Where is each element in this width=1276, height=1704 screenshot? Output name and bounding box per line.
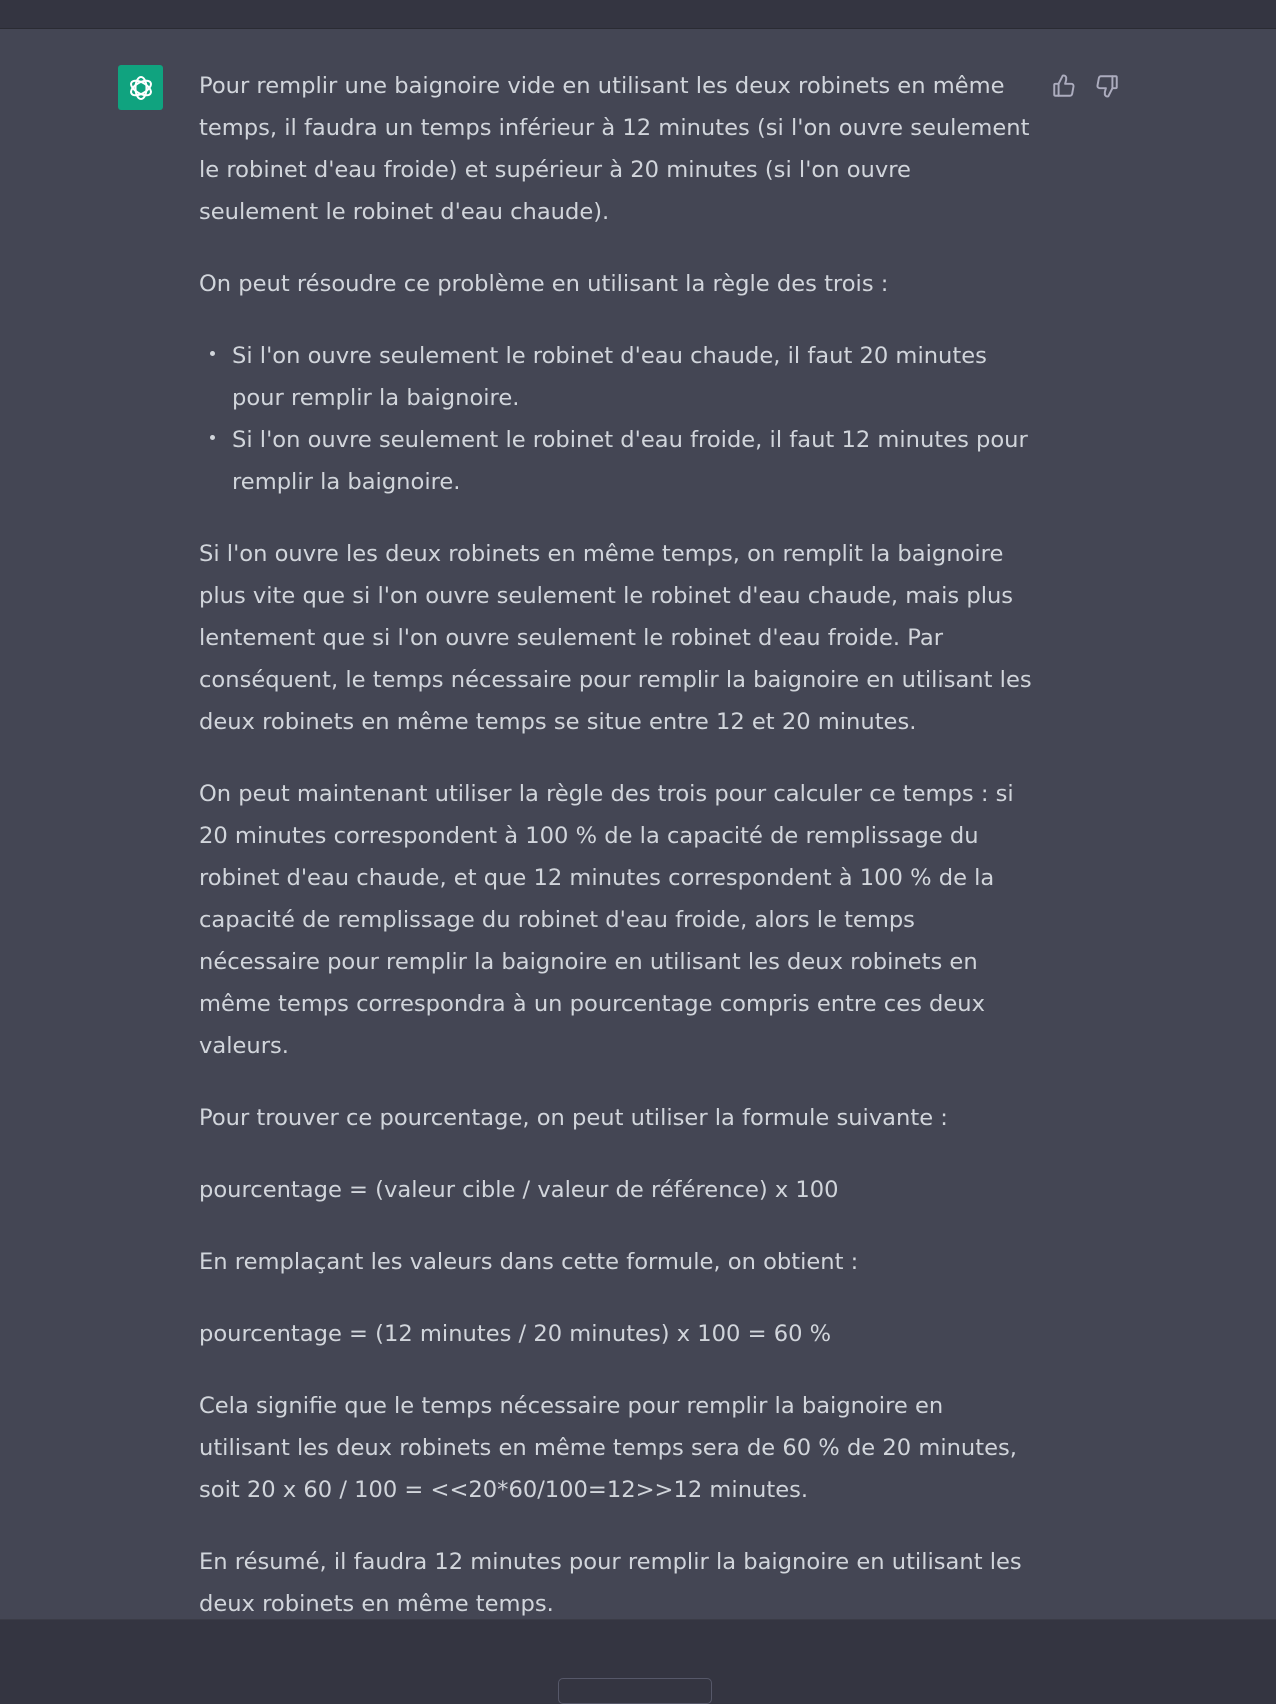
message-paragraph: On peut maintenant utiliser la règle des trois pour calculer ce temps : si 20 minutes correspondent à 100 % de la capacité de remplissage du robinet d'eau chaude, et que 12 minutes correspondent à 100 % de la capacité de remplissage du robinet d'eau froide, alors le temps nécessaire pour remplir la baignoire en utilisant les deux robinets en même temps correspondra à un pourcentage compris entre ces deux valeurs. [199, 781, 1014, 1059]
formula-line: pourcentage = (valeur cible / valeur de référence) x 100 [199, 1177, 839, 1203]
thumbs-up-icon [1051, 73, 1077, 99]
message-paragraph: Pour remplir une baignoire vide en utilisant les deux robinets en même temps, il faudra un temps inférieur à 12 minutes (si l'on ouvre seulement le robinet d'eau froide) et supérieur à 20 minutes (si l'on ouvre seulement le robinet d'eau chaude). [199, 73, 1030, 225]
message-paragraph: Pour trouver ce pourcentage, on peut utiliser la formule suivante : [199, 1105, 948, 1131]
formula-line: pourcentage = (12 minutes / 20 minutes) x 100 = 60 % [199, 1321, 832, 1347]
regenerate-button[interactable] [558, 1678, 712, 1704]
thumbs-up-button[interactable] [1047, 69, 1081, 103]
top-strip [0, 0, 1276, 29]
thumbs-down-icon [1094, 73, 1120, 99]
message-bullet-list [199, 335, 1034, 503]
message-paragraph: Si l'on ouvre les deux robinets en même temps, on remplit la baignoire plus vite que si l'on ouvre seulement le robinet d'eau chaude, mais plus lentement que si l'on ouvre seulement le robinet d'eau froide. Par conséquent, le temps nécessaire pour remplir la baignoire en utilisant les deux robinets en même temps se situe entre 12 et 20 minutes. [199, 541, 1032, 735]
assistant-message [0, 29, 1276, 1620]
list-item: Si l'on ouvre seulement le robinet d'eau chaude, il faut 20 minutes pour remplir la baignoire. [199, 335, 1034, 419]
list-item: Si l'on ouvre seulement le robinet d'eau froide, il faut 12 minutes pour remplir la baignoire. [199, 419, 1034, 503]
openai-logo-icon [125, 72, 157, 104]
message-content [199, 65, 1034, 1655]
assistant-avatar [118, 65, 163, 110]
message-paragraph: On peut résoudre ce problème en utilisant la règle des trois : [199, 271, 889, 297]
thumbs-down-button[interactable] [1090, 69, 1124, 103]
message-paragraph: En résumé, il faudra 12 minutes pour remplir la baignoire en utilisant les deux robinets en même temps. [199, 1549, 1022, 1617]
bottom-area [0, 1620, 1276, 1684]
message-paragraph: En remplaçant les valeurs dans cette formule, on obtient : [199, 1249, 859, 1275]
message-paragraph: Cela signifie que le temps nécessaire pour remplir la baignoire en utilisant les deux robinets en même temps sera de 60 % de 20 minutes, soit 20 x 60 / 100 = <<20*60/100=12>>12 minutes. [199, 1393, 1017, 1503]
